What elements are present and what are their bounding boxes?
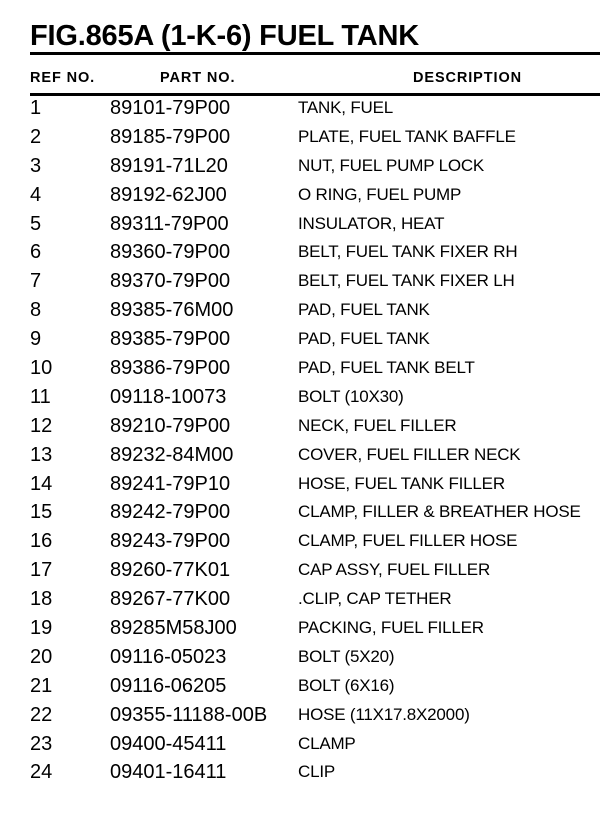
table-row — [30, 470, 600, 499]
description-cell: PLATE, FUEL TANK BAFFLE — [298, 126, 516, 146]
title-underline — [30, 52, 600, 55]
description-cell: PACKING, FUEL FILLER — [298, 618, 484, 638]
part-no-cell: 89210-79P00 — [110, 414, 231, 437]
part-no-cell: 09400-45411 — [110, 732, 227, 755]
description-cell: CAP ASSY, FUEL FILLER — [298, 560, 491, 580]
table-row — [30, 556, 600, 585]
ref-no-cell: 1 — [30, 97, 42, 119]
ref-no-cell: 22 — [30, 703, 53, 726]
part-no-cell: 89386-79P00 — [110, 357, 231, 380]
description-cell: HOSE, FUEL TANK FILLER — [298, 473, 505, 493]
ref-no-cell: 15 — [30, 501, 53, 524]
table-row — [30, 730, 600, 759]
ref-no-cell: 13 — [30, 443, 53, 466]
parts-catalog-page — [30, 0, 600, 821]
table-row — [30, 701, 600, 730]
ref-no-cell: 11 — [30, 385, 51, 408]
table-row — [30, 123, 600, 152]
ref-no-cell: 14 — [30, 472, 53, 495]
table-row — [30, 614, 600, 643]
table-row — [30, 527, 600, 556]
part-no-cell: 89101-79P00 — [110, 97, 231, 119]
part-no-cell: 89360-79P00 — [110, 241, 231, 264]
part-no-cell: 09118-10073 — [110, 385, 227, 408]
ref-no-cell: 19 — [30, 617, 53, 640]
table-row — [30, 325, 600, 354]
table-row — [30, 758, 600, 787]
figure-title: FIG.865A (1-K-6) FUEL TANK — [30, 20, 420, 52]
ref-no-cell: 18 — [30, 588, 53, 611]
part-no-cell: 89370-79P00 — [110, 270, 231, 293]
description-cell: BELT, FUEL TANK FIXER LH — [298, 271, 515, 291]
table-row — [30, 94, 600, 123]
description-cell: NUT, FUEL PUMP LOCK — [298, 155, 485, 175]
table-row — [30, 210, 600, 239]
part-no-cell: 89385-79P00 — [110, 328, 231, 351]
part-no-cell: 89192-62J00 — [110, 183, 227, 206]
part-no-cell: 09401-16411 — [110, 761, 227, 784]
part-no-cell: 09116-05023 — [110, 645, 227, 668]
ref-no-cell: 9 — [30, 328, 42, 351]
table-row — [30, 441, 600, 470]
ref-no-cell: 20 — [30, 645, 53, 668]
table-row — [30, 498, 600, 527]
part-no-cell: 89191-71L20 — [110, 154, 228, 177]
table-header-row — [30, 70, 600, 86]
description-cell: BELT, FUEL TANK FIXER RH — [298, 242, 518, 262]
part-no-cell: 89242-79P00 — [110, 501, 231, 524]
ref-no-cell: 12 — [30, 414, 53, 437]
part-no-cell: 89241-79P10 — [110, 472, 231, 495]
table-body — [30, 94, 600, 787]
description-cell: BOLT (5X20) — [298, 646, 395, 666]
column-header-ref-no: REF NO. — [30, 70, 96, 86]
ref-no-cell: 2 — [30, 125, 42, 148]
part-no-cell: 89285M58J00 — [110, 617, 237, 640]
ref-no-cell: 16 — [30, 530, 53, 553]
column-header-part-no: PART NO. — [160, 70, 236, 86]
table-row — [30, 585, 600, 614]
ref-no-cell: 23 — [30, 732, 53, 755]
description-cell: PAD, FUEL TANK — [298, 329, 430, 349]
description-cell: COVER, FUEL FILLER NECK — [298, 444, 521, 464]
part-no-cell: 89260-77K01 — [110, 559, 231, 582]
part-no-cell: 89243-79P00 — [110, 530, 231, 553]
ref-no-cell: 3 — [30, 154, 42, 177]
description-cell: PAD, FUEL TANK — [298, 300, 430, 320]
ref-no-cell: 7 — [30, 270, 42, 293]
table-row — [30, 296, 600, 325]
ref-no-cell: 24 — [30, 761, 53, 784]
description-cell: HOSE (11X17.8X2000) — [298, 704, 470, 724]
ref-no-cell: 17 — [30, 559, 53, 582]
table-row — [30, 354, 600, 383]
ref-no-cell: 8 — [30, 299, 42, 322]
description-cell: BOLT (10X30) — [298, 386, 404, 406]
table-row — [30, 672, 600, 701]
description-cell: CLIP — [298, 762, 335, 782]
description-cell: .CLIP, CAP TETHER — [298, 589, 452, 609]
part-no-cell: 89311-79P00 — [110, 212, 229, 235]
ref-no-cell: 6 — [30, 241, 42, 264]
part-no-cell: 89232-84M00 — [110, 443, 234, 466]
description-cell: PAD, FUEL TANK BELT — [298, 358, 475, 378]
column-header-description: DESCRIPTION — [413, 70, 522, 86]
table-row — [30, 181, 600, 210]
ref-no-cell: 4 — [30, 183, 42, 206]
table-row — [30, 267, 600, 296]
description-cell: TANK, FUEL — [298, 98, 393, 117]
part-no-cell: 09355-11188-00B — [110, 703, 268, 726]
part-no-cell: 89385-76M00 — [110, 299, 234, 322]
description-cell: NECK, FUEL FILLER — [298, 415, 457, 435]
table-row — [30, 383, 600, 412]
table-row — [30, 238, 600, 267]
description-cell: O RING, FUEL PUMP — [298, 184, 462, 204]
ref-no-cell: 10 — [30, 357, 53, 380]
ref-no-cell: 5 — [30, 212, 42, 235]
part-no-cell: 09116-06205 — [110, 674, 227, 697]
description-cell: CLAMP — [298, 733, 356, 753]
description-cell: CLAMP, FUEL FILLER HOSE — [298, 531, 518, 551]
table-row — [30, 643, 600, 672]
ref-no-cell: 21 — [30, 674, 53, 697]
table-row — [30, 412, 600, 441]
description-cell: INSULATOR, HEAT — [298, 213, 445, 233]
table-row — [30, 152, 600, 181]
part-no-cell: 89267-77K00 — [110, 588, 231, 611]
description-cell: CLAMP, FILLER & BREATHER HOSE — [298, 502, 581, 522]
part-no-cell: 89185-79P00 — [110, 125, 231, 148]
description-cell: BOLT (6X16) — [298, 675, 395, 695]
